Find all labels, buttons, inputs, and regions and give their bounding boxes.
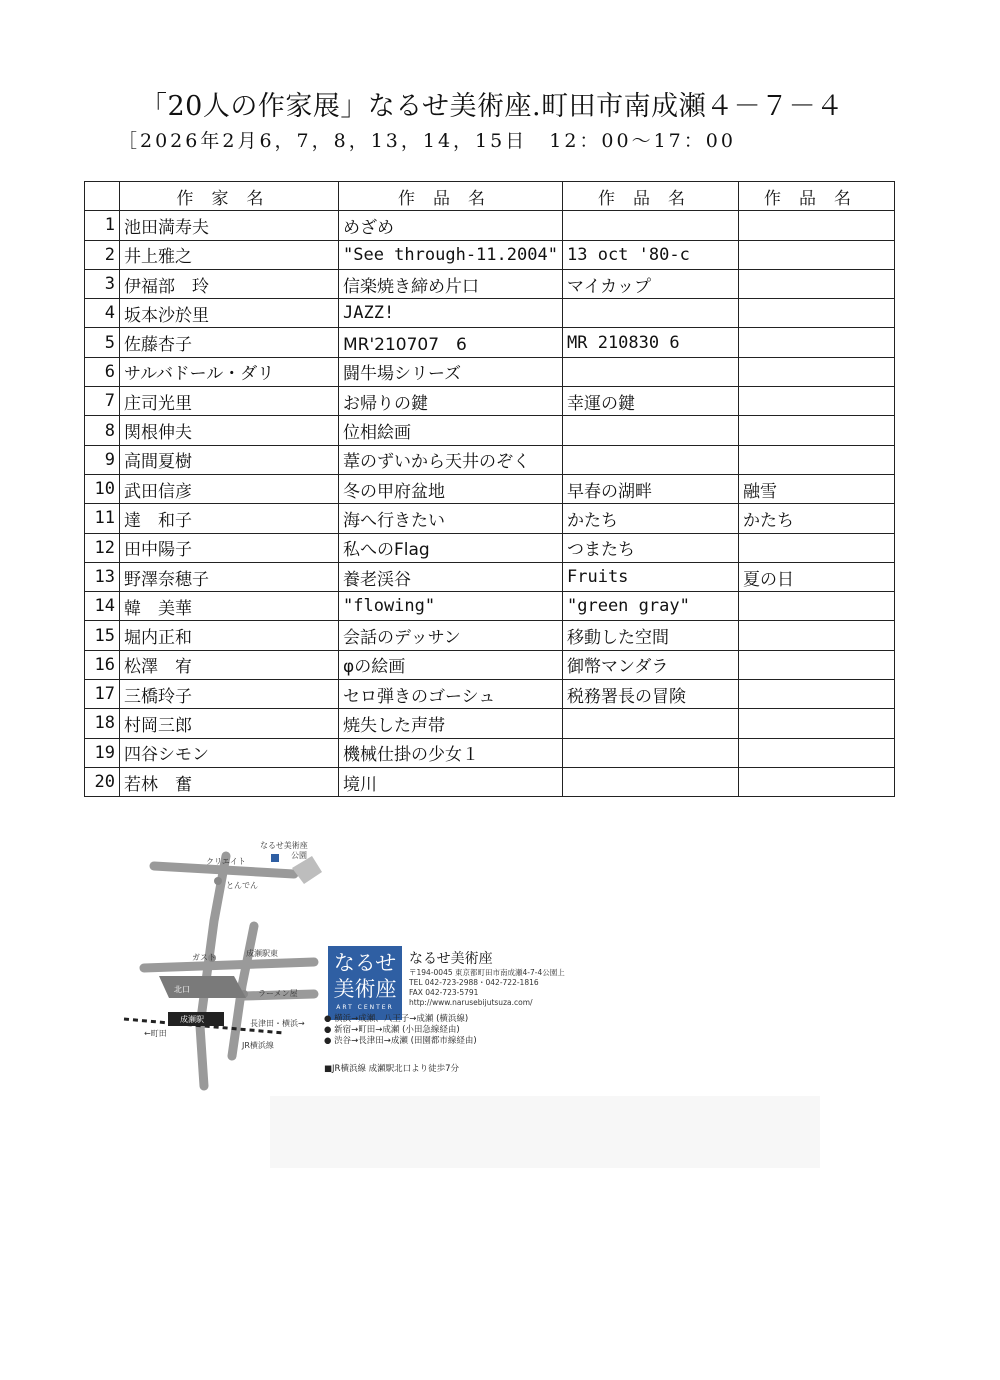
row-number: 13 — [85, 562, 120, 591]
logo-sub: ART CENTER — [336, 1004, 394, 1011]
artist-name: 関根伸夫 — [120, 416, 339, 445]
row-number: 17 — [85, 680, 120, 709]
work-1: 機械仕掛の少女１ — [339, 738, 563, 767]
table-row — [85, 416, 895, 445]
artist-name: 韓 美華 — [120, 592, 339, 621]
work-2 — [563, 709, 739, 738]
map-label-north-exit: 北口 — [174, 985, 190, 994]
work-3 — [739, 621, 895, 650]
row-number: 7 — [85, 387, 120, 416]
work-1: φの絵画 — [339, 650, 563, 679]
artist-name: 三橋玲子 — [120, 680, 339, 709]
row-number: 4 — [85, 299, 120, 328]
work-1: 海へ行きたい — [339, 504, 563, 533]
work-1: 闘牛場シリーズ — [339, 357, 563, 386]
work-3: 夏の日 — [739, 562, 895, 591]
row-number: 19 — [85, 738, 120, 767]
row-number: 6 — [85, 357, 120, 386]
map-label-machida: ←町田 — [144, 1029, 167, 1038]
row-number: 18 — [85, 709, 120, 738]
museum-name: なるせ美術座 — [409, 951, 493, 967]
work-3 — [739, 328, 895, 357]
artist-name: 佐藤杏子 — [120, 328, 339, 357]
artist-name: 堀内正和 — [120, 621, 339, 650]
map-label-museum: なるせ美術座 — [260, 841, 308, 850]
artist-name: 村岡三郎 — [120, 709, 339, 738]
exhibition-dates: ［2026年2月6，7，8，13，14，15日 12：00〜17：00 — [118, 130, 736, 152]
artist-name: 坂本沙於里 — [120, 299, 339, 328]
work-1: 信楽焼き締め片口 — [339, 269, 563, 298]
row-number: 9 — [85, 445, 120, 474]
work-1: MR'210707 6 — [339, 328, 563, 357]
work-3 — [739, 269, 895, 298]
artist-name: 松澤 宥 — [120, 650, 339, 679]
header-work-2: 作品名 — [563, 182, 739, 211]
work-2 — [563, 767, 739, 796]
row-number: 10 — [85, 474, 120, 503]
table-row — [85, 767, 895, 796]
work-2: 移動した空間 — [563, 621, 739, 650]
artist-name: 達 和子 — [120, 504, 339, 533]
map-label-tonden: とんでん — [226, 881, 258, 890]
header-work-1: 作品名 — [339, 182, 563, 211]
work-1: "flowing" — [339, 592, 563, 621]
work-2: MR 210830 6 — [563, 328, 739, 357]
table-row — [85, 592, 895, 621]
table-row — [85, 504, 895, 533]
work-3 — [739, 416, 895, 445]
artist-name: 野澤奈穂子 — [120, 562, 339, 591]
work-1: 私へのFlag — [339, 533, 563, 562]
work-2: "green gray" — [563, 592, 739, 621]
table-row — [85, 269, 895, 298]
row-number: 2 — [85, 240, 120, 269]
table-row — [85, 474, 895, 503]
work-1: 葦のずいから天井のぞく — [339, 445, 563, 474]
route-line: ● 新宿→町田→成瀬 (小田急線経由) — [324, 1025, 460, 1035]
work-3 — [739, 767, 895, 796]
work-1: セロ弾きのゴーシュ — [339, 680, 563, 709]
work-1: JAZZ! — [339, 299, 563, 328]
work-2: 早春の湖畔 — [563, 474, 739, 503]
map-label-ramen: ラーメン屋 — [258, 989, 298, 998]
address-line: 〒194-0045 東京都町田市南成瀬4-7-4公園上 — [409, 968, 565, 977]
table-row — [85, 445, 895, 474]
logo-line-2: 美術座 — [333, 977, 397, 1001]
work-2 — [563, 211, 739, 240]
map-card — [114, 826, 814, 1096]
work-3 — [739, 680, 895, 709]
map-road — [144, 962, 314, 968]
work-1: "See through-11.2004" — [339, 240, 563, 269]
table-row — [85, 680, 895, 709]
museum-address — [409, 968, 565, 1008]
address-line: TEL 042-723-2988・042-722-1816 — [409, 978, 539, 987]
work-2: 13 oct '80-c — [563, 240, 739, 269]
artist-table — [84, 181, 895, 797]
work-2 — [563, 416, 739, 445]
map-label-create: クリエイト — [206, 857, 246, 866]
table-body — [85, 211, 895, 797]
work-3 — [739, 738, 895, 767]
work-2: 幸運の鍵 — [563, 387, 739, 416]
row-number: 1 — [85, 211, 120, 240]
work-2 — [563, 299, 739, 328]
table-row — [85, 328, 895, 357]
work-2: Fruits — [563, 562, 739, 591]
work-1: お帰りの鍵 — [339, 387, 563, 416]
work-1: 位相絵画 — [339, 416, 563, 445]
artist-name: 庄司光里 — [120, 387, 339, 416]
table-row — [85, 387, 895, 416]
work-3 — [739, 709, 895, 738]
table-row — [85, 240, 895, 269]
map-label-nagatsuta: 長津田・横浜→ — [250, 1019, 305, 1028]
route-line: ● 横浜→成瀬、八王子→成瀬 (横浜線) — [324, 1014, 469, 1024]
artist-name: 若林 奮 — [120, 767, 339, 796]
walking-directions: ■JR横浜線 成瀬駅北口より徒歩7分 — [324, 1064, 460, 1074]
work-2 — [563, 445, 739, 474]
museum-marker — [271, 854, 279, 862]
map-label-park: 公園 — [291, 851, 307, 860]
table-row — [85, 562, 895, 591]
map-road — [200, 856, 226, 1086]
row-number: 12 — [85, 533, 120, 562]
artist-name: 池田満寿夫 — [120, 211, 339, 240]
row-number: 3 — [85, 269, 120, 298]
work-3 — [739, 299, 895, 328]
work-3 — [739, 650, 895, 679]
row-number: 20 — [85, 767, 120, 796]
create-marker — [214, 877, 222, 885]
page-title: 「20人の作家展」なるせ美術座.町田市南成瀬４－７－４ — [140, 91, 844, 122]
table-row — [85, 738, 895, 767]
artist-name: 四谷シモン — [120, 738, 339, 767]
work-2: かたち — [563, 504, 739, 533]
table-row — [85, 357, 895, 386]
table-row — [85, 533, 895, 562]
table-header-row — [85, 182, 895, 211]
work-3: かたち — [739, 504, 895, 533]
museum-logo — [328, 946, 402, 1020]
map-label-gusto: ガスト — [192, 953, 216, 962]
work-3 — [739, 357, 895, 386]
work-3 — [739, 211, 895, 240]
row-number: 11 — [85, 504, 120, 533]
station-area — [159, 976, 246, 998]
work-1: 焼失した声帯 — [339, 709, 563, 738]
paper-shadow — [270, 1096, 820, 1168]
work-2 — [563, 738, 739, 767]
address-line: http://www.narusebijutsuza.com/ — [409, 998, 533, 1007]
artist-name: サルバドール・ダリ — [120, 357, 339, 386]
row-number: 16 — [85, 650, 120, 679]
work-1: 養老渓谷 — [339, 562, 563, 591]
work-3: 融雪 — [739, 474, 895, 503]
header-work-3: 作品名 — [739, 182, 895, 211]
map-label-station: 成瀬駅 — [180, 1015, 204, 1024]
artist-name: 田中陽子 — [120, 533, 339, 562]
table-row — [85, 650, 895, 679]
work-2: つまたち — [563, 533, 739, 562]
artist-name: 伊福部 玲 — [120, 269, 339, 298]
work-1: 境川 — [339, 767, 563, 796]
logo-line-1: なるせ — [333, 951, 397, 975]
row-number: 8 — [85, 416, 120, 445]
work-3 — [739, 387, 895, 416]
artist-name: 高間夏樹 — [120, 445, 339, 474]
address-line: FAX 042-723-5791 — [409, 988, 479, 997]
work-3 — [739, 240, 895, 269]
map-label-jr: JR横浜線 — [242, 1041, 274, 1050]
artist-name: 武田信彦 — [120, 474, 339, 503]
route-line: ● 渋谷→長津田→成瀬 (田園都市線経由) — [324, 1036, 477, 1046]
work-2: 御幣マンダラ — [563, 650, 739, 679]
work-3 — [739, 445, 895, 474]
work-1: 冬の甲府盆地 — [339, 474, 563, 503]
table-row — [85, 709, 895, 738]
table-row — [85, 211, 895, 240]
work-3 — [739, 533, 895, 562]
row-number: 5 — [85, 328, 120, 357]
row-number: 15 — [85, 621, 120, 650]
work-3 — [739, 592, 895, 621]
table-row — [85, 299, 895, 328]
work-2: マイカップ — [563, 269, 739, 298]
header-artist: 作家名 — [120, 182, 339, 211]
access-routes — [324, 1014, 477, 1047]
table-row — [85, 621, 895, 650]
map-label-station-east: 成瀬駅東 — [246, 949, 278, 958]
work-2 — [563, 357, 739, 386]
artist-name: 井上雅之 — [120, 240, 339, 269]
work-2: 税務署長の冒険 — [563, 680, 739, 709]
work-1: 会話のデッサン — [339, 621, 563, 650]
row-number: 14 — [85, 592, 120, 621]
work-1: めざめ — [339, 211, 563, 240]
header-number — [85, 182, 120, 211]
